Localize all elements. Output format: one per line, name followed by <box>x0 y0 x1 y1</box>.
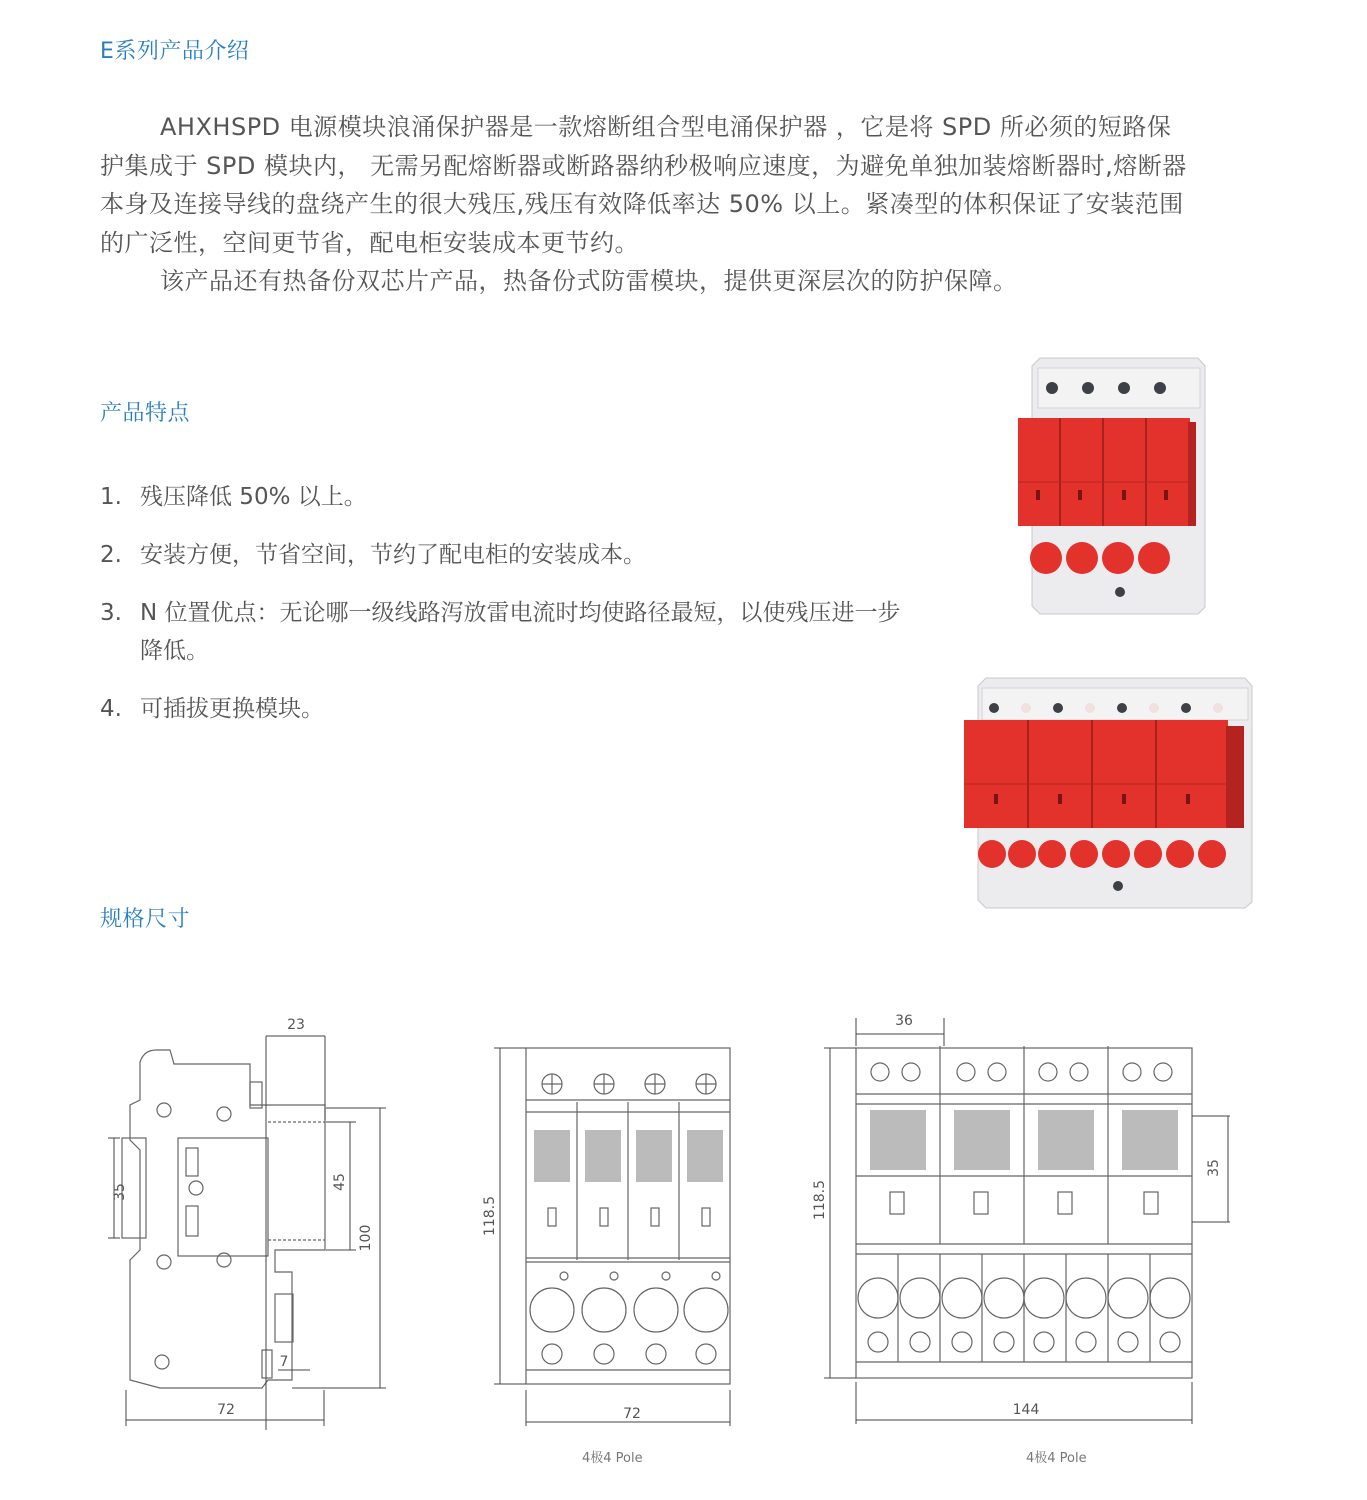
dim-front4-height: 118.5 <box>482 1195 498 1237</box>
list-item: 1. 残压降低 50% 以上。 <box>100 484 367 510</box>
intro-paragraph-2: 该产品还有热备份双芯片产品，热备份式防雷模块，提供更深层次的防护保障。 <box>160 267 1018 295</box>
caption-4pole-right: 4极4 Pole <box>1026 1451 1087 1466</box>
intro-paragraph-1: AHXHSPD 电源模块浪涌保护器是一款熔断组合型电涌保护器 ，它是将 SPD 所必须的短路保护集成于 SPD 模块内， 无需另配熔断器或断路器纳秒极响应速度，为避免单独加装熔断器时,熔断器本身及连接导线的盘绕产生的很大残压,残压有效降低率达 50% 以上。紧凑型的体积保证了安装范围的广泛性，空间更节省，配电柜安装成本更节约。 <box>100 113 1187 257</box>
dim-side-left: 35 <box>112 1183 128 1201</box>
intro-text <box>100 108 1190 301</box>
dim-side-bottom: 72 <box>217 1402 235 1418</box>
dim-side-small: 7 <box>279 1354 289 1370</box>
caption-4pole-left: 4极4 Pole <box>582 1451 643 1466</box>
dim-front8-height: 118.5 <box>812 1179 828 1221</box>
side-view-drawing <box>100 1010 400 1430</box>
dim-side-right: 100 <box>358 1224 374 1252</box>
list-item: 2. 安装方便，节省空间，节约了配电柜的安装成本。 <box>100 542 646 568</box>
features-title: 产品特点 <box>100 401 191 426</box>
list-item: 3. N 位置优点：无论哪一级线路泻放雷电流时均使路径最短，以使残压进一步降低。 <box>100 600 901 664</box>
product-image-8port <box>960 672 1255 912</box>
dim-front8-top: 36 <box>895 1013 913 1029</box>
features-list <box>100 478 920 748</box>
dim-front8-width: 144 <box>1012 1402 1040 1418</box>
dim-front4-width: 72 <box>623 1406 641 1422</box>
product-image-4pole <box>1010 352 1210 617</box>
spec-title: 规格尺寸 <box>100 907 191 932</box>
dim-front8-right: 35 <box>1206 1159 1222 1177</box>
dim-side-mid: 45 <box>332 1173 348 1191</box>
intro-title: E系列产品介绍 <box>100 39 250 64</box>
front-view-4module-drawing <box>480 1040 740 1430</box>
list-item: 4. 可插拔更换模块。 <box>100 696 324 722</box>
front-view-8port-drawing <box>810 1010 1230 1430</box>
dim-side-top: 23 <box>287 1017 305 1033</box>
